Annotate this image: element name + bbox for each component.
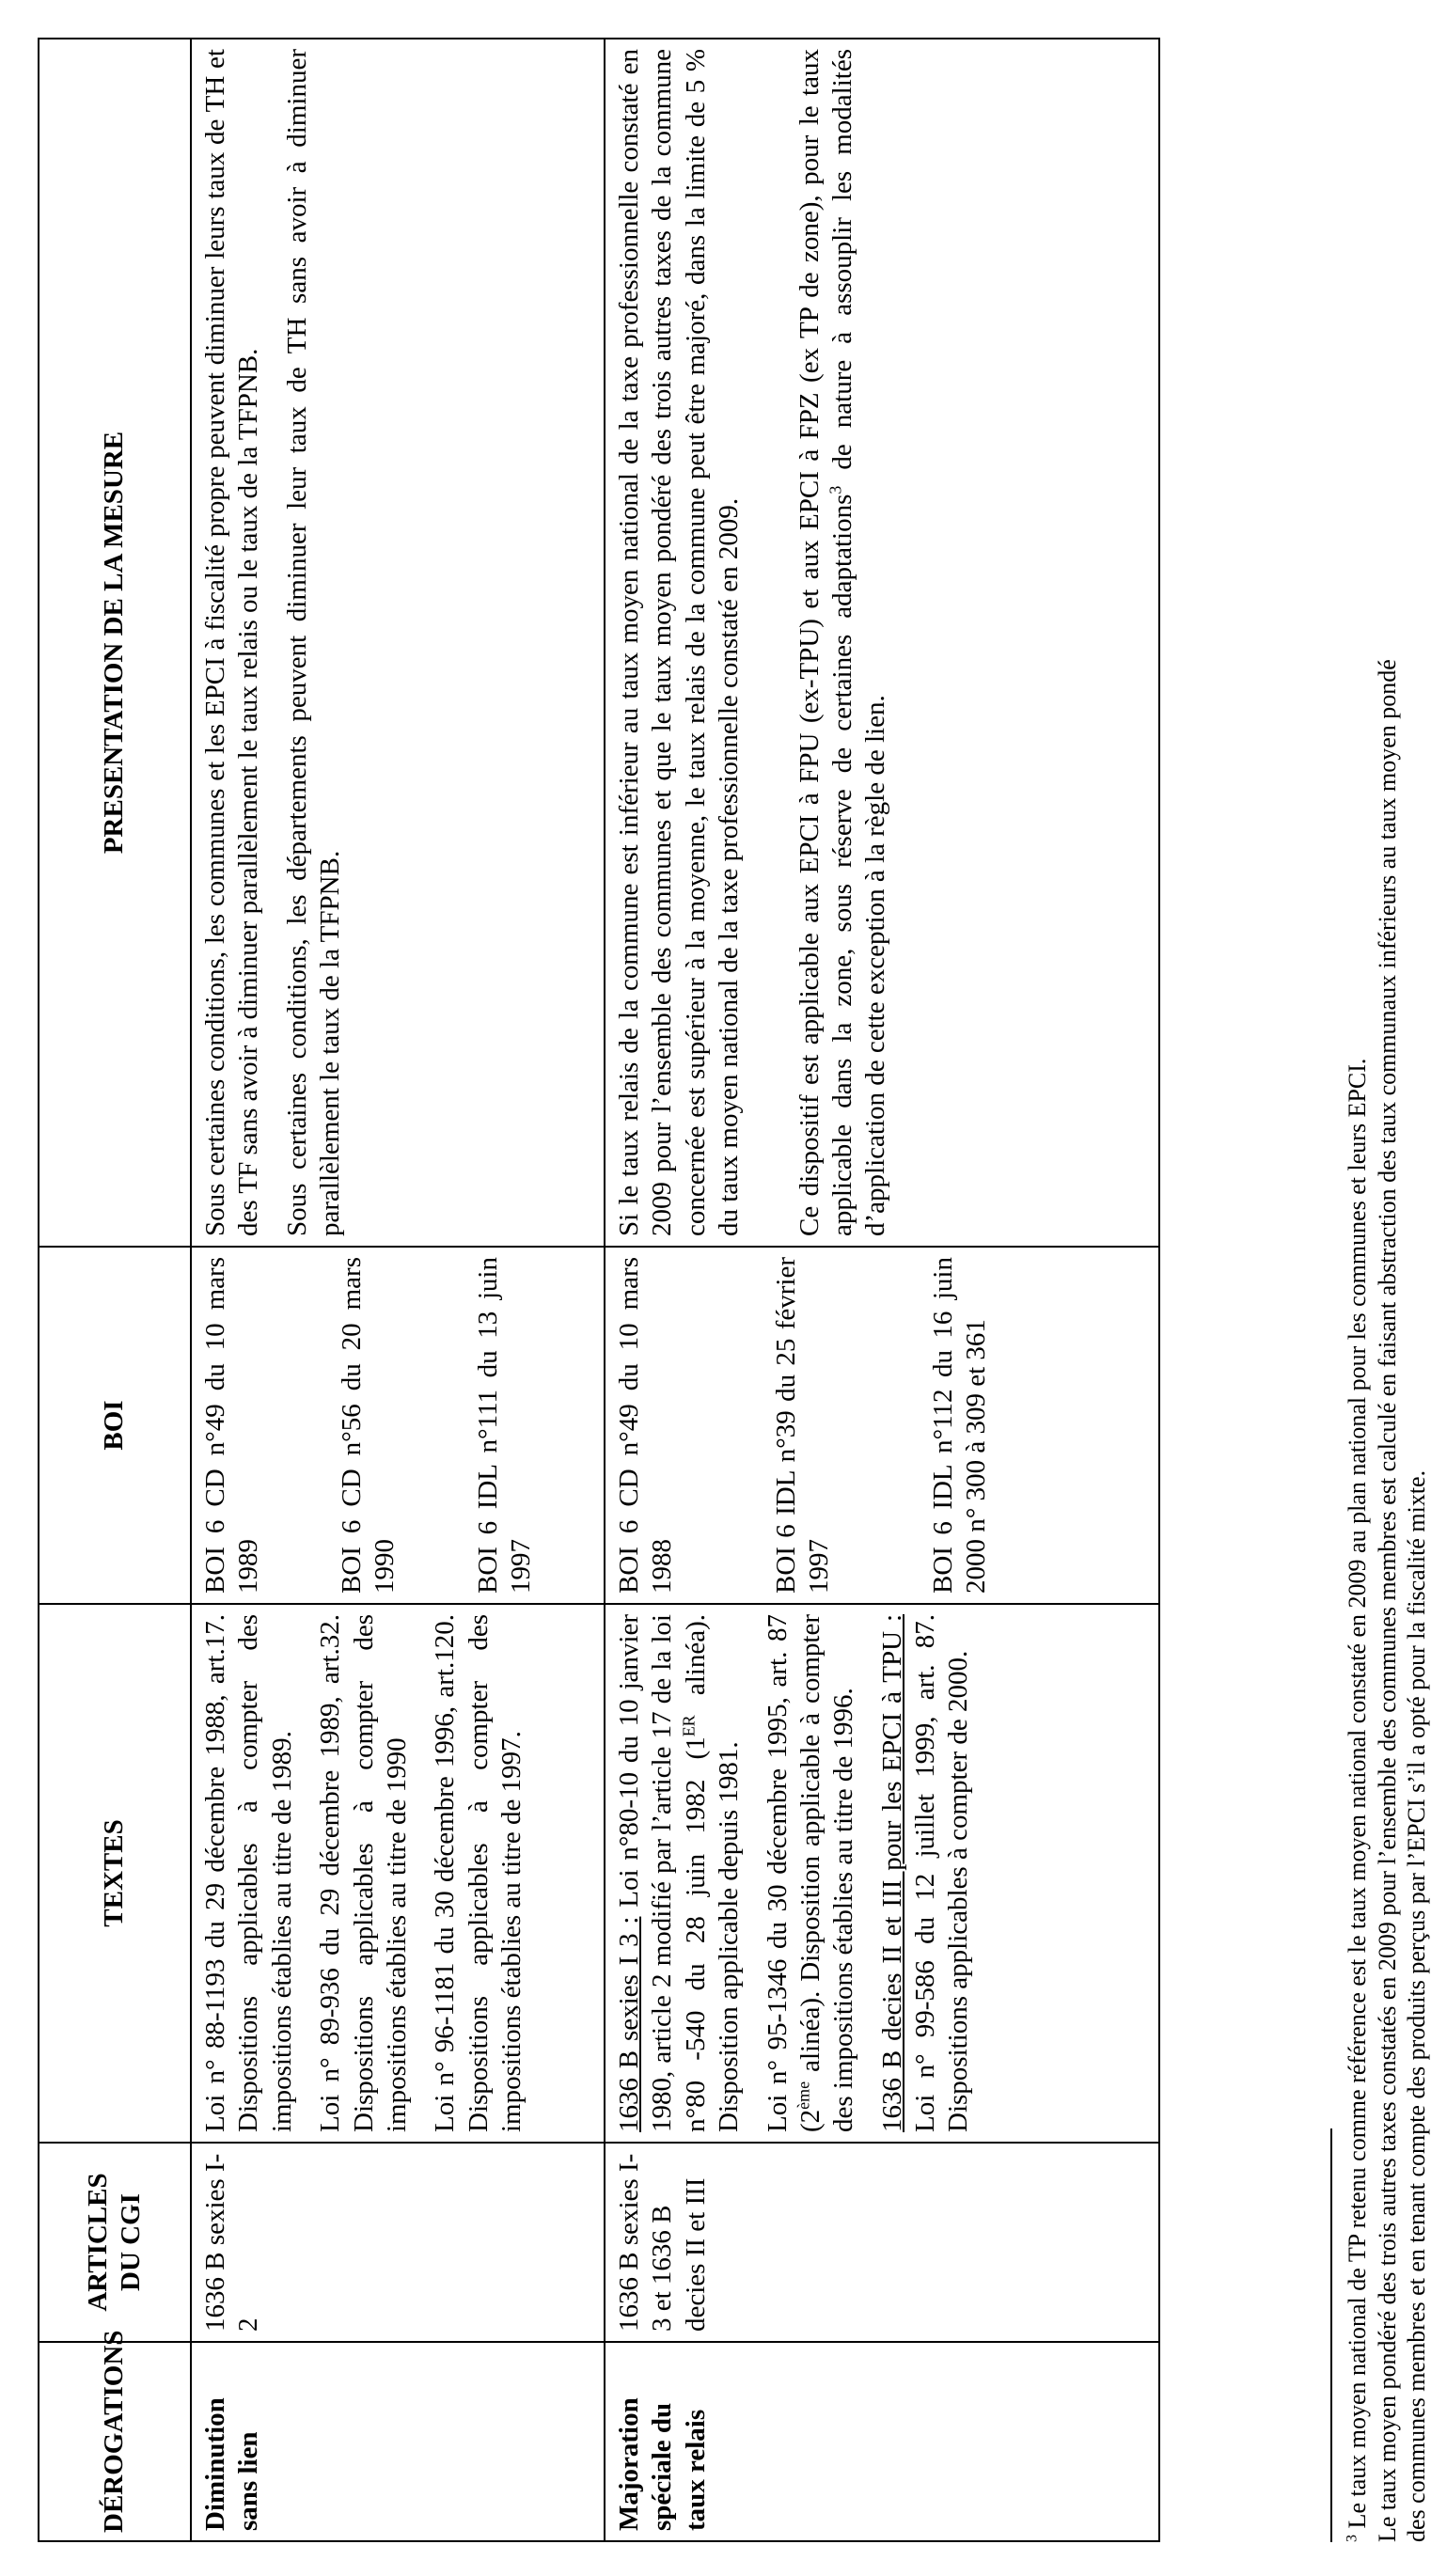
texte-reference: 1636 B decies II et III pour les EPCI à TPU : [876,1614,907,2132]
texte-entry: Loi n° 89-936 du 29 décembre 1989, art.32. Dispositions applicables à compter des impositions établies au titre de 1990 [315,1614,412,2132]
table-row [605,39,1159,2541]
boi-entry: BOI 6 CD n°49 du 10 mars 1989 [200,1257,264,1594]
boi-entry: BOI 6 IDL n°39 du 25 février 1997 [770,1257,835,1594]
table-row [191,39,605,2541]
header-derogations: DÉROGATIONS [39,2342,191,2541]
header-presentation: PRESENTATION DE LA MESURE [39,39,191,1247]
boi-entry: BOI 6 CD n°49 du 10 mars 1988 [614,1257,678,1594]
texte-entry: 1636 B decies II et III pour les EPCI à TPU : Loi n° 99-586 du 12 juillet 1999, art. 87. Dispositions applicables à compter de 2000. [876,1614,974,2132]
footnotes [1343,41,1431,2542]
derogation-cell: Diminution sans lien [191,2342,605,2541]
textes-cell [191,1604,605,2143]
texte-reference: 1636 B sexies I 3 : [614,1916,644,2132]
footnote-separator [1330,2128,1332,2542]
article-cell: 1636 B sexies I-2 [191,2143,605,2342]
derogation-cell: Majoration spéciale du taux relais [605,2342,1159,2541]
presentation-paragraph: Si le taux relais de la commune est inférieur au taux moyen national de la taxe professionnelle constaté en 2009 pour l’ensemble des communes et que le taux moyen pondéré des trois autres taxes de la commune concernée est supérieur à la moyenne, le taux relais de la commune peut être majoré, dans la limite de 5 % du taux moyen national de la taxe professionnelle constaté en 2009. [614,49,745,1236]
footnote-line: des communes membres et en tenant compte des produits perçus par l’EPCI s’il a opté pour la fiscalité mixte. [1403,1469,1431,2542]
derogations-table [38,38,1160,2542]
footnote-reference: 3 [826,485,845,495]
boi-entry: BOI 6 IDL n°111 du 13 juin 1997 [472,1257,536,1594]
textes-cell [605,1604,1159,2143]
presentation-paragraph: Sous certaines conditions, les communes et les EPCI à fiscalité propre peuvent diminuer leurs taux de TH et des TF sans avoir à diminuer parallèlement le taux relais ou le taux de la TFPNB. [200,49,264,1236]
presentation-paragraph: Sous certaines conditions, les départements peuvent diminuer leur taux de TH sans avoir à diminuer parallèlement le taux de la TFPNB. [281,49,346,1236]
header-boi: BOI [39,1247,191,1604]
texte-entry: Loi n° 88-1193 du 29 décembre 1988, art.17. Dispositions applicables à compter des impositions établies au titre de 1989. [200,1614,297,2132]
article-cell: 1636 B sexies I-3 et 1636 B decies II et III [605,2143,1159,2342]
header-textes: TEXTES [39,1604,191,2143]
boi-entry: BOI 6 IDL n°112 du 16 juin 2000 n° 300 à 309 et 361 [927,1257,991,1594]
footnote-marker: 3 [1344,2534,1360,2542]
presentation-paragraph: Ce dispositif est applicable aux EPCI à FPU (ex-TPU) et aux EPCI à FPZ (ex TP de zone), pour le taux applicable dans la zone, sous réserve de certaines adaptations$^3$ de nature à assouplir les modalités d’application de cette exception à la règle de lien. [794,49,891,1236]
boi-entry: BOI 6 CD n°56 du 20 mars 1990 [336,1257,401,1594]
boi-cell [605,1247,1159,1604]
texte-entry: 1636 B sexies I 3 : Loi n°80-10 du 10 janvier 1980, article 2 modifié par l’article 17 de la loi n°80 -540 du 28 juin 1982 (1ER alinéa). Disposition applicable depuis 1981. [614,1613,745,2132]
footnote-line: Le taux moyen pondéré des trois autres taxes constatés en 2009 pour l’ensemble des communes membres est calculé en faisant abstraction des taux communaux inférieurs au taux moyen pondé [1373,659,1401,2542]
presentation-cell [605,39,1159,1247]
texte-entry: Loi n° 96-1181 du 30 décembre 1996, art.120. Dispositions applicables à compter des impositions établies au titre de 1997. [430,1614,527,2132]
footnote-line: $^3$ Le taux moyen national de TP retenu comme référence est le taux moyen national constaté en 2009 au plan national pour les communes et leurs EPCI. [1344,1058,1371,2542]
presentation-cell [191,39,605,1247]
texte-entry: Loi n° 95-1346 du 30 décembre 1995, art. 87 (2ème alinéa). Disposition applicable à compter des impositions établies au titre de 1996. [762,1614,859,2132]
header-articles: ARTICLES DU CGI [39,2143,191,2342]
table-header-row [39,39,191,2541]
boi-cell [191,1247,605,1604]
